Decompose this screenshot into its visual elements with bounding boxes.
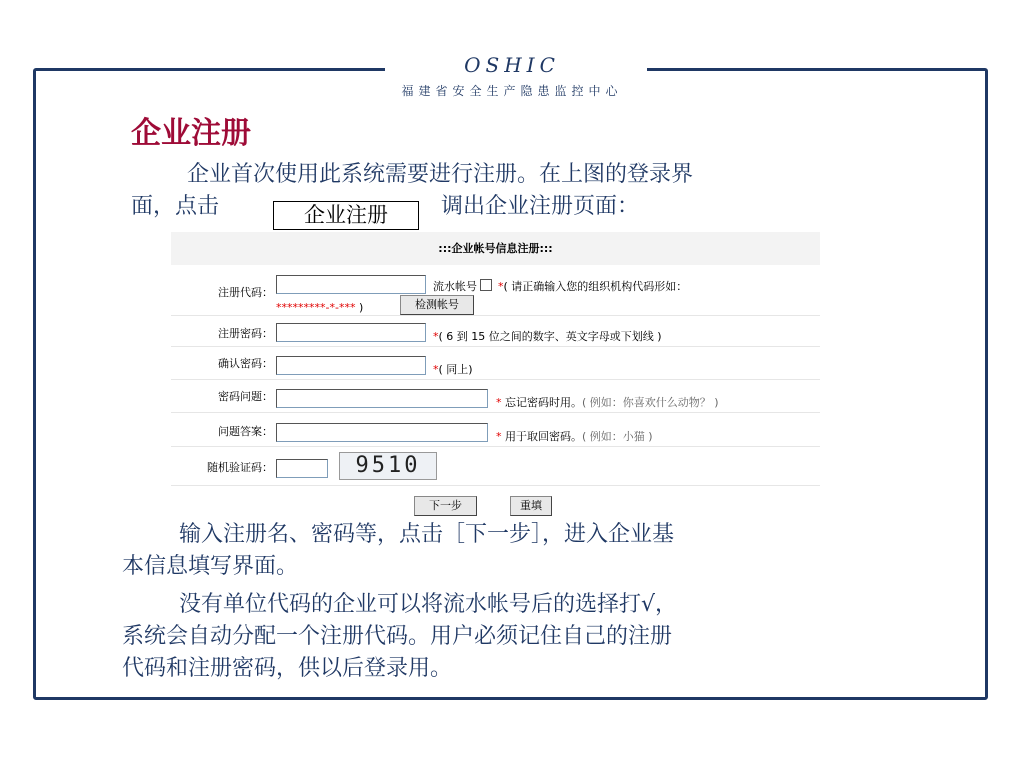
para2-line2: 本信息填写界面。 (122, 554, 299, 579)
row-confirm-password (171, 347, 820, 380)
reg-code-input[interactable] (276, 275, 426, 294)
required-star: * (496, 430, 502, 443)
reg-password-input[interactable] (276, 323, 426, 342)
form-header: :::企业帐号信息注册::: (171, 232, 820, 265)
para1-line1: 企业首次使用此系统需要进行注册。在上图的登录界 (187, 162, 694, 187)
slide-title: 企业注册 (131, 116, 251, 151)
reset-button[interactable]: 重填 (510, 496, 552, 516)
confirm-password-label: 确认密码： (218, 357, 273, 370)
row-captcha (171, 447, 820, 486)
reg-password-label: 注册密码： (218, 327, 273, 340)
reg-code-format-close: ) (355, 301, 364, 314)
captcha-input[interactable] (276, 459, 328, 478)
confirm-password-input[interactable] (276, 356, 426, 375)
required-star: * (433, 330, 439, 343)
row-answer (171, 413, 820, 447)
para1-line2b: 调出企业注册页面： (441, 194, 640, 219)
confirm-password-hint: ( 同上) (438, 363, 473, 376)
answer-hint: 用于取回密码。 (505, 430, 582, 443)
serial-account-checkbox[interactable] (480, 279, 492, 291)
next-step-button[interactable]: 下一步 (414, 496, 477, 516)
row-question (171, 380, 820, 413)
row-reg-code (171, 265, 820, 316)
para3-line2: 系统会自动分配一个注册代码。用户必须记住自己的注册 (122, 624, 673, 649)
confirm-password-hint-group (433, 361, 473, 377)
register-button-illustration: 企业注册 (273, 201, 419, 230)
required-star: * (496, 396, 502, 409)
serial-account-label: 流水帐号 (433, 280, 477, 293)
reg-code-hint: ( 请正确输入您的组织机构代码形如： (503, 280, 688, 293)
reg-code-format-mask: *********-*-*** (276, 301, 356, 314)
check-account-button[interactable]: 检测帐号 (400, 295, 474, 315)
center-name: 福建省安全生产隐患监控中心 (401, 84, 623, 98)
question-input[interactable] (276, 389, 488, 408)
required-star: * (498, 280, 504, 293)
question-hint: 忘记密码时用。 (505, 396, 582, 409)
answer-example: ( 例如：小猫 ) (582, 430, 653, 443)
para3-line3: 代码和注册密码，供以后登录用。 (122, 656, 453, 681)
answer-input[interactable] (276, 423, 488, 442)
para3-line1: 没有单位代码的企业可以将流水帐号后的选择打√， (179, 592, 678, 617)
answer-label: 问题答案： (218, 425, 273, 438)
answer-hint-group (496, 428, 653, 444)
reg-password-hint-group (433, 328, 662, 344)
required-star: * (433, 363, 439, 376)
question-hint-group (496, 394, 719, 410)
para1-line2a: 面，点击 (131, 194, 220, 219)
reg-code-label: 注册代码： (218, 286, 273, 299)
row-reg-password (171, 316, 820, 347)
captcha-label: 随机验证码： (207, 461, 273, 474)
question-label: 密码问题： (218, 390, 273, 403)
oshic-logo: OSHIC (464, 53, 560, 77)
captcha-image: 9510 (339, 452, 437, 480)
reg-password-hint: ( 6 到 15 位之间的数字、英文字母或下划线 ) (438, 330, 662, 343)
reg-code-format (276, 301, 363, 314)
serial-account-group (433, 278, 687, 294)
question-example: ( 例如：你喜欢什么动物？ ) (582, 396, 719, 409)
para2-line1: 输入注册名、密码等，点击［下一步］，进入企业基 (179, 522, 675, 547)
registration-form (171, 232, 820, 488)
